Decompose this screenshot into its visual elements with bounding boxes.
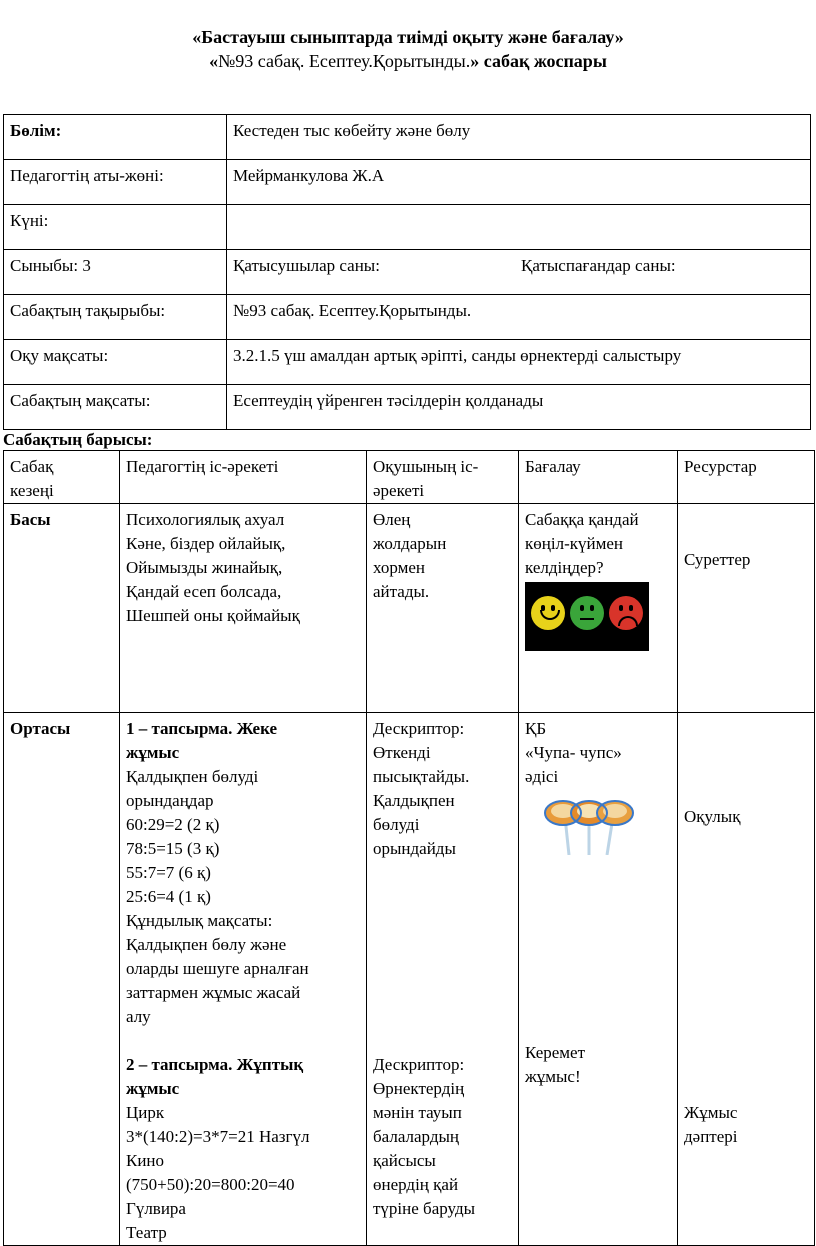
lesson-plan-table — [3, 450, 815, 1246]
info-row-learning-goal — [4, 340, 811, 385]
info-value — [227, 205, 811, 250]
student-ortasy: Дескриптор: Өткенді пысықтайды. Қалдықпен бөлуді орындайды Дескриптор: Өрнектердің мәнін тауып балалардың қайсысы өнердің қай түріне баруды — [367, 713, 519, 1246]
task1-title: 1 – тапсырма. Жеке — [126, 719, 278, 738]
lesson-flow-heading: Сабақтың барысы: — [3, 430, 153, 449]
plan-header-row — [4, 451, 815, 504]
col-stage: Сабақ кезеңі — [4, 451, 120, 504]
info-label: Педагогтің аты-жөні: — [4, 160, 227, 205]
info-value: №93 сабақ. Есептеу.Қорытынды. — [227, 295, 811, 340]
mood-smileys-image — [525, 582, 649, 651]
info-label: Сыныбы: 3 — [4, 250, 227, 295]
plan-row-basy — [4, 504, 815, 713]
lollipop-image — [543, 797, 635, 855]
col-student: Оқушының іс- әрекеті — [367, 451, 519, 504]
stage-basy: Басы — [4, 504, 120, 713]
info-label: Сабақтың мақсаты: — [4, 385, 227, 430]
info-label: Сабақтың тақырыбы: — [4, 295, 227, 340]
info-row-topic — [4, 295, 811, 340]
stage-ortasy: Ортасы — [4, 713, 120, 1246]
teacher-basy: Психологиялық ахуал Кәне, біздер ойлайық, Ойымызды жинайық, Қандай есеп болсада, Шешпей оны қоймайық — [120, 504, 367, 713]
task2-title: 2 – тапсырма. Жұптық — [126, 1055, 304, 1074]
plan-row-ortasy — [4, 713, 815, 1246]
info-label: Бөлім: — [4, 115, 227, 160]
assessment-ortasy: ҚБ «Чупа- чупс» әдісі Керемет жұмыс! — [519, 713, 678, 1246]
participants-label: Қатысушылар саны: — [233, 256, 380, 275]
info-value — [227, 250, 811, 295]
col-assessment: Бағалау — [519, 451, 678, 504]
info-row-class — [4, 250, 811, 295]
info-row-lesson-goal — [4, 385, 811, 430]
col-teacher: Педагогтің іс-әрекеті — [120, 451, 367, 504]
info-value: Кестеден тыс көбейту және бөлу — [227, 115, 811, 160]
resource-basy: Суреттер — [678, 504, 815, 713]
col-resources: Ресурстар — [678, 451, 815, 504]
info-row-section — [4, 115, 811, 160]
lesson-info-table — [3, 114, 811, 430]
page-subtitle: «№93 сабақ. Есептеу.Қорытынды.» сабақ жоспары — [209, 51, 607, 71]
assessment-basy: Сабаққа қандай көңіл-күймен келдіңдер? — [519, 504, 678, 713]
info-value: 3.2.1.5 үш амалдан артық әріпті, санды өрнектерді салыстыру — [227, 340, 811, 385]
neutral-face-icon — [570, 596, 604, 630]
info-label: Оқу мақсаты: — [4, 340, 227, 385]
happy-face-icon — [531, 596, 565, 630]
sad-face-icon — [609, 596, 643, 630]
info-label: Күні: — [4, 205, 227, 250]
info-row-date — [4, 205, 811, 250]
info-row-teacher — [4, 160, 811, 205]
info-value: Мейрманкулова Ж.А — [227, 160, 811, 205]
resource-ortasy: Оқулық Жұмыс дәптері — [678, 713, 815, 1246]
absent-label: Қатыспағандар саны: — [521, 256, 676, 275]
info-value: Есептеудің үйренген тәсілдерін қолданады — [227, 385, 811, 430]
teacher-ortasy: 1 – тапсырма. Жеке жұмыс Қалдықпен бөлуді орындаңдар 60:29=2 (2 қ) 78:5=15 (3 қ) 55:7=7 (6 қ) 25:6=4 (1 қ) Құндылық мақсаты: Қалдықпен бөлу және оларды шешуге арналған заттармен жұмыс жасай алу 2 – тапсырма. Жұптық жұмыс Цирк 3*(140:2)=3*7=21 Назгүл Кино (750+50):20=800:20=40 Гүлвира Театр — [120, 713, 367, 1246]
page-title: «Бастауыш сыныптарда тиімді оқыту және бағалау» — [192, 27, 624, 47]
student-basy: Өлең жолдарын хормен айтады. — [367, 504, 519, 713]
